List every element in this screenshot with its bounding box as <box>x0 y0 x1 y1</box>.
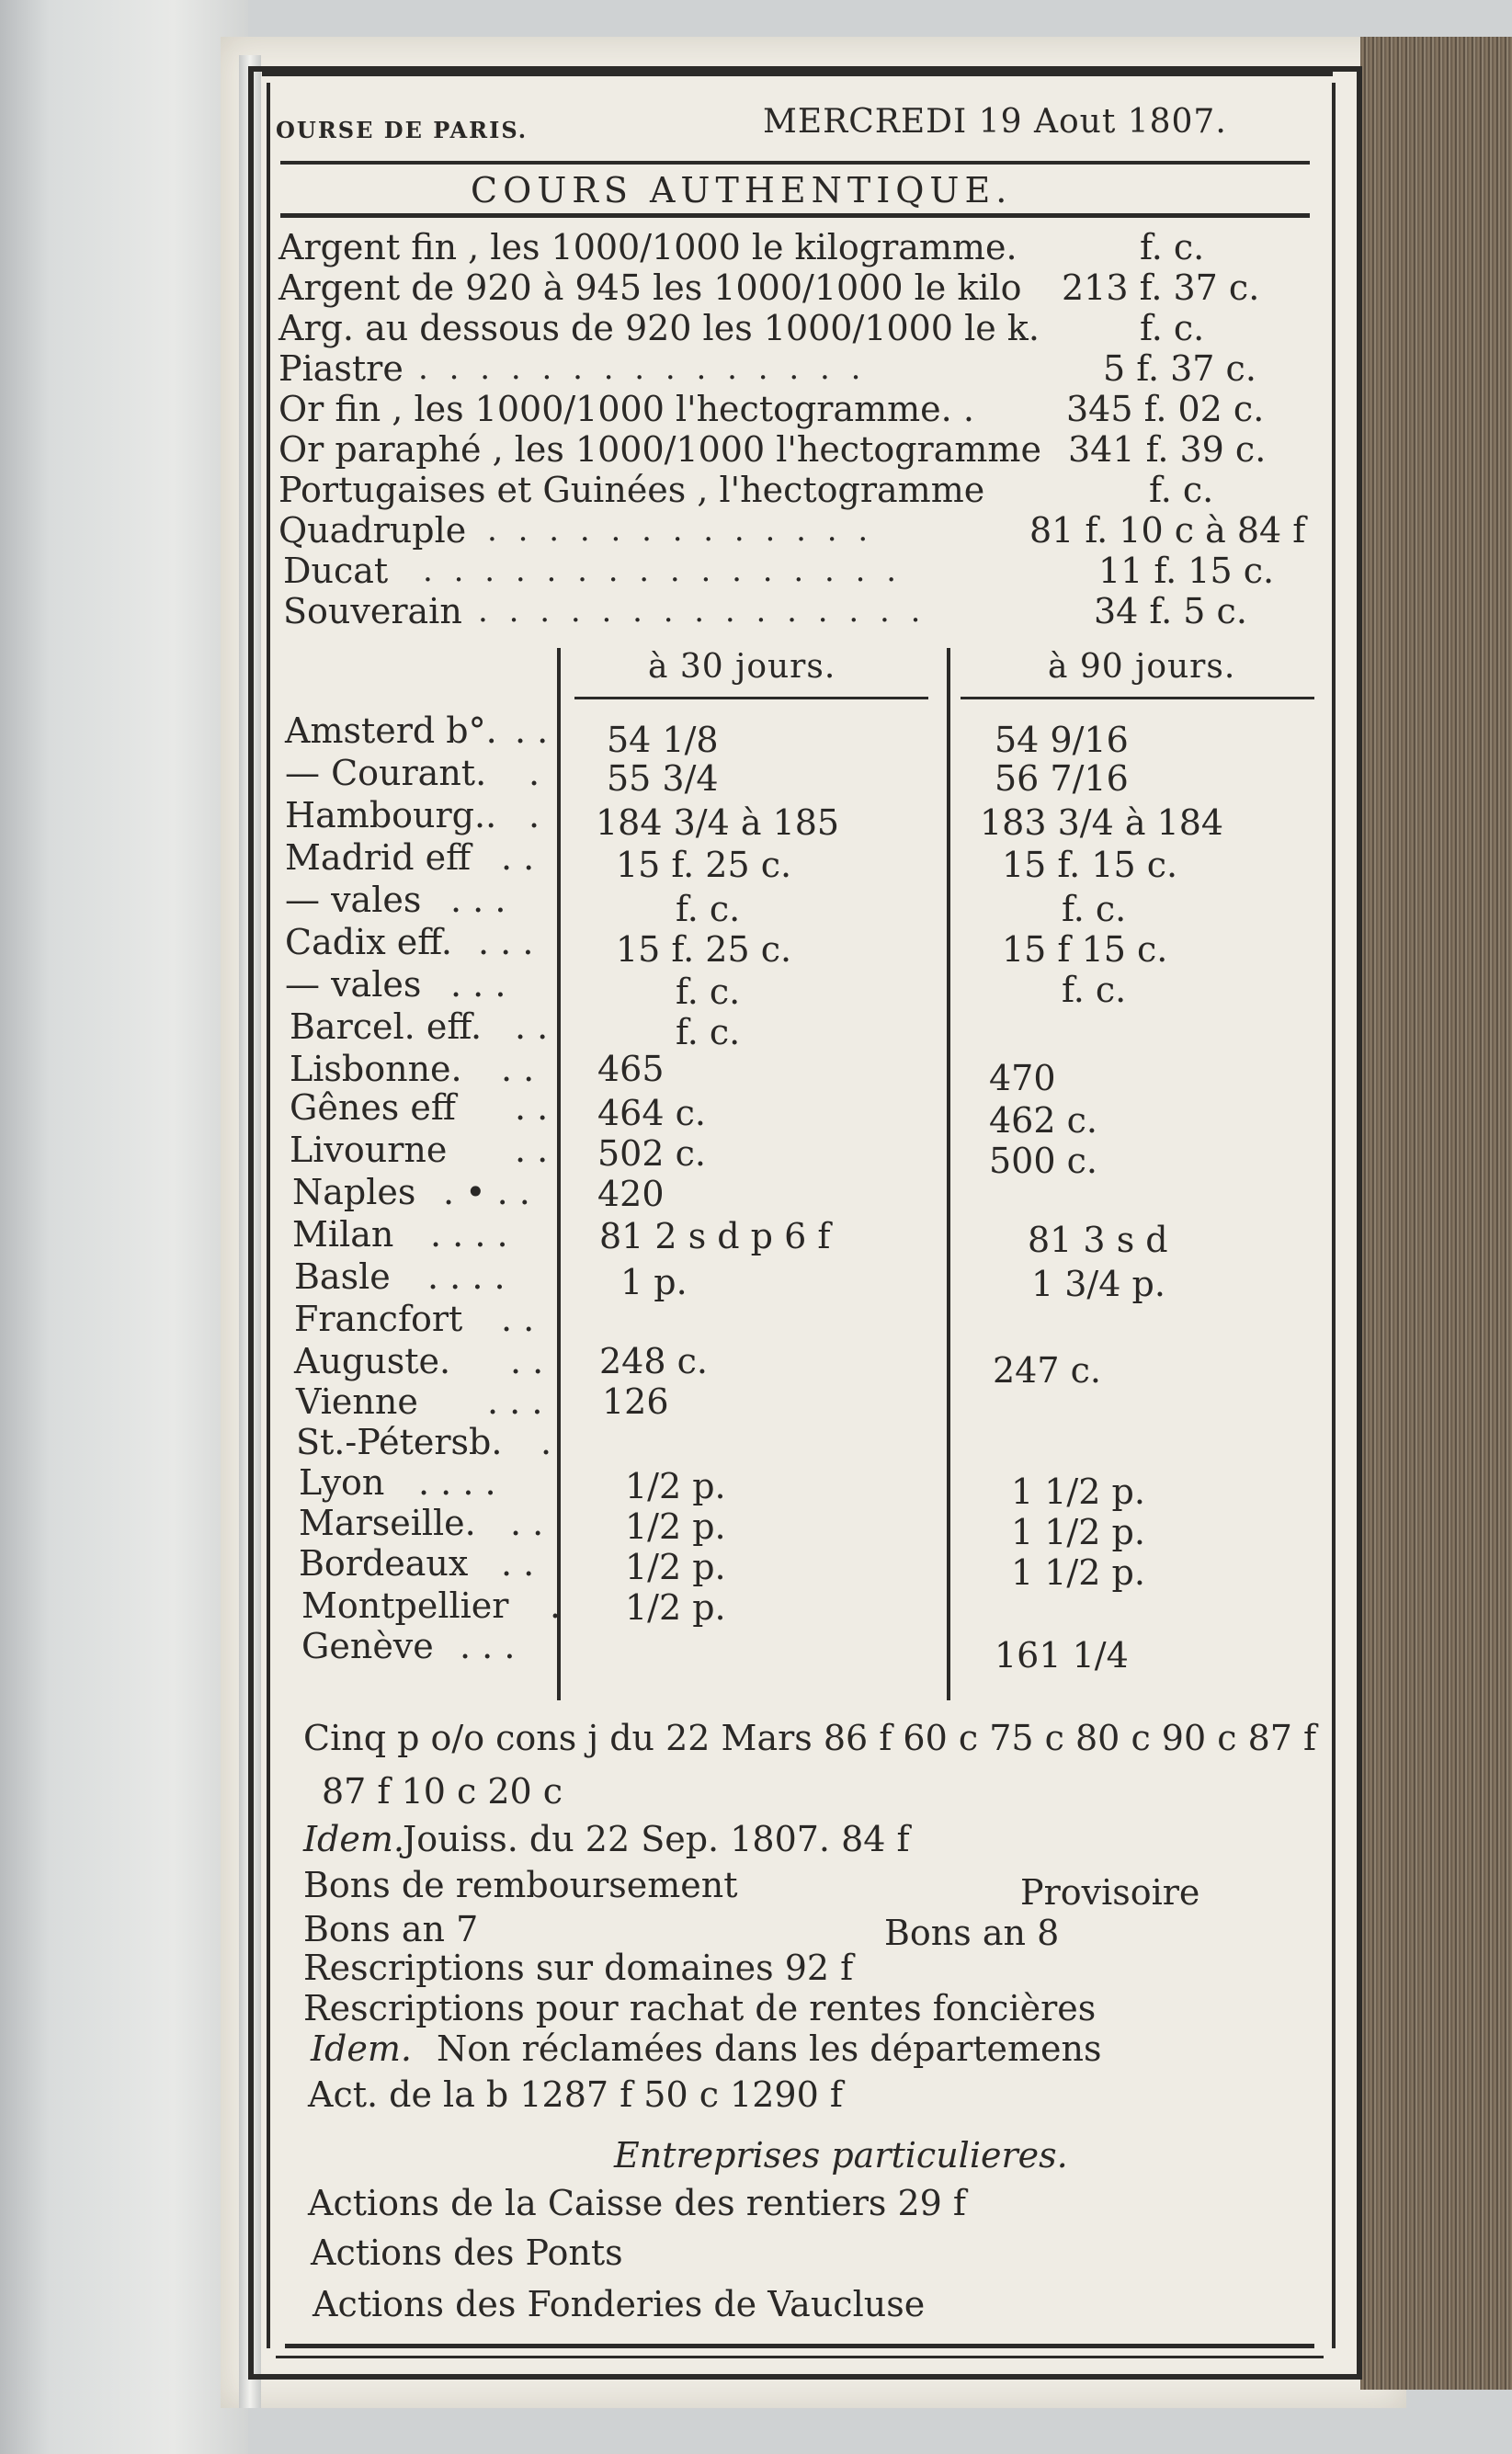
metal-price: f. c. <box>1140 308 1205 348</box>
leader-dots: . . <box>515 1006 549 1047</box>
place-label: St.-Pétersb. <box>296 1422 503 1462</box>
place-label: — vales <box>285 964 422 1005</box>
metal-price: f. c. <box>1140 227 1205 267</box>
col90-header-rule <box>961 697 1314 699</box>
place-label: — vales <box>285 880 422 920</box>
header-left: OURSE DE PARIS. <box>276 117 529 143</box>
place-label: Livourne <box>290 1130 448 1170</box>
leader-dots: . . . . <box>418 1462 496 1503</box>
column-divider <box>947 648 950 1700</box>
list-item: Actions des Ponts <box>311 2232 623 2273</box>
rate-90: 470 <box>989 1058 1056 1098</box>
metal-label: Argent de 920 à 945 les 1000/1000 le kilo <box>279 267 1022 308</box>
rate-90: 1 1/2 p. <box>1011 1471 1145 1512</box>
action-banque: Act. de la b 1287 f 50 c 1290 f <box>308 2074 843 2115</box>
rate-30: 1/2 p. <box>625 1506 726 1547</box>
leader-dots: . . . <box>460 1626 516 1666</box>
metal-label: Quadruple <box>279 510 467 551</box>
metal-price: 81 f. 10 c à 84 f <box>1029 510 1306 551</box>
leader-dots: . . . . <box>430 1214 508 1255</box>
metal-label: Ducat <box>283 551 389 591</box>
rate-30: f. c. <box>676 889 741 929</box>
rate-90: 247 c. <box>993 1350 1101 1391</box>
bons-an-7: Bons an 7 <box>303 1909 479 1949</box>
rate-30: 81 2 s d p 6 f <box>599 1216 831 1256</box>
rate-90: f. c. <box>1062 970 1127 1010</box>
leader-dots: . . . <box>478 922 534 962</box>
col90-header: à 90 jours. <box>1048 648 1236 686</box>
metal-label: Arg. au dessous de 920 les 1000/1000 le k. <box>279 308 1040 348</box>
metal-price: 341 f. 39 c. <box>1068 429 1267 470</box>
leader-dots: . . <box>515 1087 549 1128</box>
metal-price: 5 f. 37 c. <box>1103 348 1256 389</box>
metal-price: 345 f. 02 c. <box>1066 389 1265 429</box>
leader-dots: . . . <box>487 1381 543 1422</box>
place-label: Barcel. eff. <box>290 1006 483 1047</box>
bons-remboursement: Bons de remboursement <box>303 1865 738 1905</box>
cinq-pct-line-1: Cinq p o/o cons j du 22 Mars 86 f 60 c 75 c 80 c 90 c 87 f <box>303 1718 1317 1758</box>
rate-90: 15 f. 15 c. <box>1002 845 1178 885</box>
metal-price: 213 f. 37 c. <box>1062 267 1260 308</box>
provisoire: Provisoire <box>1020 1872 1200 1913</box>
header-rule <box>280 161 1310 165</box>
metal-label: Or paraphé , les 1000/1000 l'hectogramme <box>279 429 1041 470</box>
rate-90: 500 c. <box>989 1141 1097 1181</box>
place-label: Basle <box>294 1256 391 1297</box>
place-label: Milan <box>292 1214 394 1255</box>
leader-dots: . <box>529 795 540 835</box>
place-label: Cadix eff. <box>285 922 452 962</box>
bottom-rule <box>285 2344 1314 2348</box>
col30-header: à 30 jours. <box>648 648 836 686</box>
metal-price: 34 f. 5 c. <box>1094 591 1247 631</box>
col30-header-rule <box>574 697 928 699</box>
place-label: Francfort <box>294 1299 463 1339</box>
place-label: Amsterd b°. <box>285 710 497 751</box>
list-item: Actions des Fonderies de Vaucluse <box>313 2284 926 2324</box>
place-label: Bordeaux <box>299 1543 469 1584</box>
place-label: Madrid eff <box>285 837 472 878</box>
rate-90: 161 1/4 <box>995 1635 1129 1676</box>
metal-label: Or fin , les 1000/1000 l'hectogramme. . <box>279 389 974 429</box>
leader-dots: . . . . . . . . . . . . . . . <box>418 350 867 387</box>
metal-label: Souverain <box>283 591 462 631</box>
leader-dots: . • . . <box>443 1172 530 1212</box>
leader-dots: . <box>529 753 540 793</box>
rescriptions-domaines: Rescriptions sur domaines 92 f <box>303 1948 854 1988</box>
leader-dots: . . <box>515 1130 549 1170</box>
leader-dots: . <box>550 1585 562 1626</box>
left-facing-page <box>0 0 248 2454</box>
top-rule <box>262 72 1333 76</box>
rate-90: 56 7/16 <box>995 758 1129 799</box>
metal-label: Argent fin , les 1000/1000 le kilogramme. <box>279 227 1017 267</box>
rate-90: 1 1/2 p. <box>1011 1512 1145 1552</box>
rate-30: 1/2 p. <box>625 1466 726 1506</box>
leader-dots: . . <box>501 1049 535 1089</box>
place-label: Lyon <box>299 1462 385 1503</box>
rate-30: 15 f. 25 c. <box>616 929 792 970</box>
leader-dots: . <box>540 1422 552 1462</box>
place-label: Montpellier <box>301 1585 509 1626</box>
idem-label: Idem. <box>303 1819 404 1859</box>
rate-30: 15 f. 25 c. <box>616 845 792 885</box>
cinq-pct-line-2: 87 f 10 c 20 c <box>322 1771 563 1812</box>
rate-30: 54 1/8 <box>607 720 719 760</box>
metal-price: f. c. <box>1149 470 1214 510</box>
rate-30: 420 <box>597 1174 665 1214</box>
leader-dots: . . . . . . . . . . . . . . . . <box>423 552 903 589</box>
rate-30: 184 3/4 à 185 <box>596 802 840 843</box>
rate-90: f. c. <box>1062 889 1127 929</box>
rate-30: f. c. <box>676 1012 741 1052</box>
bons-an-8: Bons an 8 <box>884 1913 1060 1953</box>
rescriptions-rachat: Rescriptions pour rachat de rentes foncières <box>303 1988 1097 2028</box>
rate-90: 1 3/4 p. <box>1031 1264 1165 1304</box>
place-label: Gênes eff <box>290 1087 456 1128</box>
leader-dots: . . . . <box>427 1256 506 1297</box>
title-rule <box>280 213 1310 218</box>
leader-dots: . . <box>501 1543 535 1584</box>
rate-90: 1 1/2 p. <box>1011 1552 1145 1593</box>
rate-30: 248 c. <box>599 1341 708 1381</box>
place-label: Auguste. <box>294 1341 451 1381</box>
leader-dots: . . <box>501 837 535 878</box>
header-date: MERCREDI 19 Aout 1807. <box>763 103 1227 141</box>
column-divider <box>557 648 561 1700</box>
rate-90: 183 3/4 à 184 <box>980 802 1224 843</box>
rate-30: 126 <box>602 1381 669 1422</box>
book-page-edges <box>1360 37 1512 2390</box>
place-label: Genève <box>301 1626 434 1666</box>
page-title: COURS AUTHENTIQUE. <box>471 170 1013 210</box>
place-label: — Courant. <box>285 753 487 793</box>
rate-30: 1/2 p. <box>625 1547 726 1587</box>
place-label: Vienne <box>296 1381 418 1422</box>
rate-30: 502 c. <box>597 1133 706 1174</box>
rate-30: 1 p. <box>620 1262 688 1302</box>
place-label: Hambourg.. <box>285 795 497 835</box>
leader-dots: . . <box>510 1503 544 1543</box>
idem2-text: Non réclamées dans les départemens <box>437 2028 1102 2069</box>
rate-30: 55 3/4 <box>607 758 719 799</box>
rate-30: 465 <box>597 1049 665 1089</box>
idem2-label: Idem. <box>311 2028 412 2069</box>
leader-dots: . . . <box>450 880 506 920</box>
metal-label: Portugaises et Guinées , l'hectogramme <box>279 470 985 510</box>
place-label: Lisbonne. <box>290 1049 462 1089</box>
entreprises-heading: Entreprises particulieres. <box>614 2135 1068 2176</box>
leader-dots: . . . <box>450 964 506 1005</box>
rate-30: 1/2 p. <box>625 1587 726 1628</box>
leader-dots: . . . . . . . . . . . . . <box>487 512 874 549</box>
idem-text: Jouiss. du 22 Sep. 1807. 84 f <box>403 1819 910 1859</box>
leader-dots: . . <box>510 1341 544 1381</box>
rate-90: 81 3 s d <box>1028 1220 1168 1260</box>
list-item: Actions de la Caisse des rentiers 29 f <box>308 2183 966 2223</box>
leader-dots: . . <box>501 1299 535 1339</box>
place-label: Naples <box>292 1172 416 1212</box>
place-label: Marseille. <box>299 1503 476 1543</box>
rate-30: f. c. <box>676 971 741 1012</box>
metal-price: 11 f. 15 c. <box>1098 551 1275 591</box>
metal-label: Piastre <box>279 348 404 389</box>
bottom-rule-2 <box>276 2356 1324 2358</box>
rate-90: 54 9/16 <box>995 720 1129 760</box>
leader-dots: . . . . . . . . . . . . . . . <box>478 593 927 630</box>
rate-30: 464 c. <box>597 1093 706 1133</box>
leader-dots: . . <box>515 710 549 751</box>
rate-90: 462 c. <box>989 1100 1097 1141</box>
rate-90: 15 f 15 c. <box>1002 929 1168 970</box>
